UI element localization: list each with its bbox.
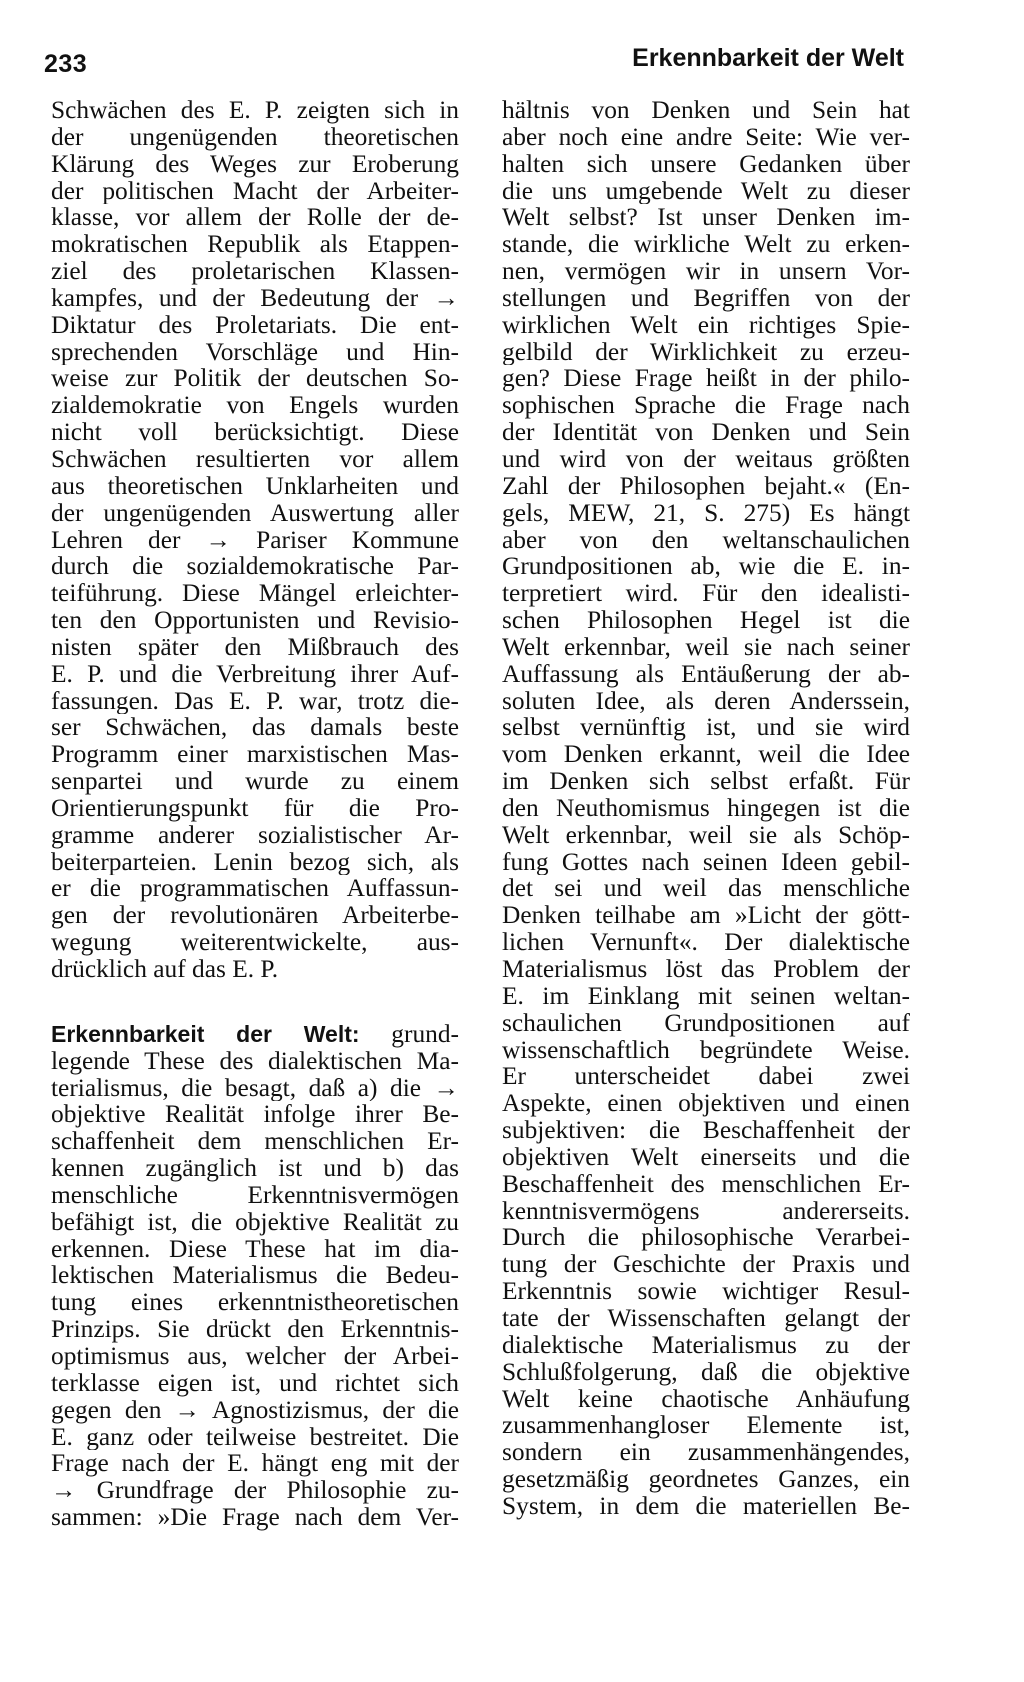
text-line: sophischen Sprache die Frage nach <box>502 392 910 420</box>
text-line: die uns umgebende Welt zu dieser <box>502 177 910 205</box>
text-line: sammen: »Die Frage nach dem Ver- <box>51 1504 459 1531</box>
text-line: objektive Realität infolge ihrer Be- <box>51 1101 459 1129</box>
text-line: halten sich unsere Gedanken über <box>502 150 910 178</box>
text-line: im Denken sich selbst erfaßt. Für <box>502 768 910 795</box>
text-line: ziel des proletarischen Klassen- <box>51 258 459 285</box>
text-line: zusammenhangloser Elemente ist, <box>502 1412 910 1440</box>
text-line: dialektische Materialismus zu der <box>502 1331 910 1359</box>
text-line: ten den Opportunisten und Revisio- <box>51 607 459 634</box>
text-line: mokratischen Republik als Etappen- <box>51 231 459 259</box>
text-line: Auffassung als Entäußerung der ab- <box>502 660 910 688</box>
text-line: aus theoretischen Unklarheiten und <box>51 472 459 500</box>
text-line: Welt erkennbar, weil sie nach seiner <box>502 633 910 661</box>
text-line: sprechenden Vorschläge und Hin- <box>51 338 459 366</box>
paragraph-gap <box>51 983 459 1021</box>
text-line: E. ganz oder teilweise bestreitet. Die <box>51 1423 459 1451</box>
text-line: System, in dem die materiellen Be- <box>502 1492 910 1520</box>
text-line: erkennen. Diese These hat im dia- <box>51 1235 459 1263</box>
text-line: wirklichen Welt ein richtiges Spie- <box>502 311 910 339</box>
text-line: nisten später den Mißbrauch des <box>51 633 459 661</box>
text-line: Schwächen des E. P. zeigten sich in <box>51 97 459 124</box>
text-line: kampfes, und der Bedeutung der → <box>51 284 459 312</box>
text-line: Erkenntnis sowie wichtiger Resul- <box>502 1278 910 1305</box>
text-line: lektischen Materialismus die Bedeu- <box>51 1262 459 1290</box>
entry-lemma: Erkennbarkeit der Welt: <box>51 1020 360 1047</box>
text-line: subjektiven: die Beschaffenheit der <box>502 1117 910 1144</box>
text-line: Programm einer marxistischen Mas- <box>51 741 459 769</box>
text-line: stande, die wirkliche Welt zu erken- <box>502 231 910 259</box>
text-line: und wird von der weitaus größten <box>502 445 910 473</box>
text-line: objektiven Welt einerseits und die <box>502 1143 910 1171</box>
text-line: menschliche Erkenntnisvermögen <box>51 1181 459 1209</box>
text-line: der ungenügenden Auswertung aller <box>51 499 459 527</box>
text-line: E. P. und die Verbreitung ihrer Auf- <box>51 660 459 688</box>
text-line: terklasse eigen ist, und richtet sich <box>51 1369 459 1397</box>
text-line: Denken teilhabe am »Licht der gött- <box>502 902 910 930</box>
page-number: 233 <box>44 50 88 78</box>
text-line: Zahl der Philosophen bejaht.« (En- <box>502 472 910 500</box>
text-line: vom Denken erkannt, weil die Idee <box>502 741 910 769</box>
text-line: den Neuthomismus hingegen ist die <box>502 794 910 822</box>
text-line: selbst vernünftig ist, und sie wird <box>502 714 910 742</box>
text-line: gels, MEW, 21, S. 275) Es hängt <box>502 499 910 527</box>
text-line: er die programmatischen Auffassun- <box>51 875 459 903</box>
text-line: wegung weiterentwickelte, aus- <box>51 929 459 956</box>
text-line: Welt erkennbar, weil sie als Schöp- <box>502 821 910 849</box>
text-line: zialdemokratie von Engels wurden <box>51 392 459 420</box>
text-line: gramme anderer sozialistischer Ar- <box>51 821 459 849</box>
text-line: aber noch eine andre Seite: Wie ver- <box>502 123 910 151</box>
text-line: kenntnisvermögens andererseits. <box>502 1197 910 1225</box>
text-line: Frage nach der E. hängt eng mit der <box>51 1450 459 1478</box>
text-line: tung der Geschichte der Praxis und <box>502 1251 910 1279</box>
text-line: Grundpositionen ab, wie die E. in- <box>502 553 910 581</box>
text-line: stellungen und Begriffen von der <box>502 284 910 312</box>
text-line: Lehren der → Pariser Kommune <box>51 526 459 554</box>
text-line: gegen den → Agnostizismus, der die <box>51 1396 459 1424</box>
text-line: → Grundfrage der Philosophie zu- <box>51 1477 459 1505</box>
text-line: aber von den weltanschaulichen <box>502 526 910 554</box>
right-column <box>502 97 910 1520</box>
text-line: beiterparteien. Lenin bezog sich, als <box>51 848 459 876</box>
text-line: terialismus, die besagt, daß a) die → <box>51 1074 459 1102</box>
text-line: Prinzips. Sie drückt den Erkenntnis- <box>51 1316 459 1343</box>
entry-lemma-rest: grund- <box>391 1020 459 1048</box>
text-line: Welt selbst? Ist unser Denken im- <box>502 204 910 232</box>
text-line: Klärung des Weges zur Eroberung <box>51 150 459 178</box>
text-line: Orientierungspunkt für die Pro- <box>51 794 459 822</box>
text-line: der ungenügenden theoretischen <box>51 123 459 151</box>
text-line: durch die sozialdemokratische Par- <box>51 553 459 581</box>
text-line: schen Philosophen Hegel ist die <box>502 607 910 634</box>
text-line: legende These des dialektischen Ma- <box>51 1047 459 1075</box>
text-line: schaffenheit dem menschlichen Er- <box>51 1128 459 1156</box>
text-line: hältnis von Denken und Sein hat <box>502 97 910 124</box>
running-head: Erkennbarkeit der Welt <box>632 44 904 72</box>
text-line: Schwächen resultierten vor allem <box>51 445 459 473</box>
text-line: gen? Diese Frage heißt in der philo- <box>502 365 910 393</box>
text-line: der politischen Macht der Arbeiter- <box>51 177 459 205</box>
text-line: Aspekte, einen objektiven und einen <box>502 1090 910 1118</box>
text-line: befähigt ist, die objektive Realität zu <box>51 1208 459 1236</box>
text-line: weise zur Politik der deutschen So- <box>51 365 459 393</box>
text-line: wissenschaftlich begründete Weise. <box>502 1036 910 1064</box>
text-line: nicht voll berücksichtigt. Diese <box>51 419 459 446</box>
text-line: drücklich auf das E. P. <box>51 956 279 983</box>
text-line: fassungen. Das E. P. war, trotz die- <box>51 687 459 715</box>
text-line: soluten Idee, als deren Anderssein, <box>502 687 910 715</box>
left-column <box>51 97 459 1531</box>
text-line: fung Gottes nach seinen Ideen gebil- <box>502 848 910 876</box>
text-line: Durch die philosophische Verarbei- <box>502 1224 910 1252</box>
text-line: optimismus aus, welcher der Arbei- <box>51 1342 459 1370</box>
text-line: gelbild der Wirklichkeit zu erzeu- <box>502 338 910 366</box>
text-line: Er unterscheidet dabei zwei <box>502 1063 910 1091</box>
text-line: lichen Vernunft«. Der dialektische <box>502 929 910 956</box>
text-line: Schlußfolgerung, daß die objektive <box>502 1358 910 1386</box>
entry-first-line <box>51 1021 459 1048</box>
text-line: Materialismus löst das Problem der <box>502 956 910 983</box>
text-line: Welt keine chaotische Anhäufung <box>502 1385 910 1413</box>
text-line: teiführung. Diese Mängel erleichter- <box>51 580 459 608</box>
text-line: klasse, vor allem der Rolle der de- <box>51 204 459 232</box>
text-line: det sei und weil das menschliche <box>502 875 910 903</box>
text-line: nen, vermögen wir in unsern Vor- <box>502 258 910 285</box>
text-line: sondern ein zusammenhängendes, <box>502 1439 910 1467</box>
text-line: ser Schwächen, das damals beste <box>51 714 459 742</box>
text-line: Diktatur des Proletariats. Die ent- <box>51 311 459 339</box>
text-line: terpretiert wird. Für den idealisti- <box>502 580 910 608</box>
text-line: tung eines erkenntnistheoretischen <box>51 1289 459 1317</box>
text-line: kennen zugänglich ist und b) das <box>51 1155 459 1182</box>
text-line: gen der revolutionären Arbeiterbe- <box>51 902 459 930</box>
text-line: Beschaffenheit des menschlichen Er- <box>502 1170 910 1198</box>
text-line: senpartei und wurde zu einem <box>51 768 459 795</box>
text-line: E. im Einklang mit seinen weltan- <box>502 982 910 1010</box>
text-line: gesetzmäßig geordnetes Ganzes, ein <box>502 1466 910 1493</box>
text-line: tate der Wissenschaften gelangt der <box>502 1304 910 1332</box>
text-line: schaulichen Grundpositionen auf <box>502 1009 910 1037</box>
text-line: der Identität von Denken und Sein <box>502 419 910 446</box>
